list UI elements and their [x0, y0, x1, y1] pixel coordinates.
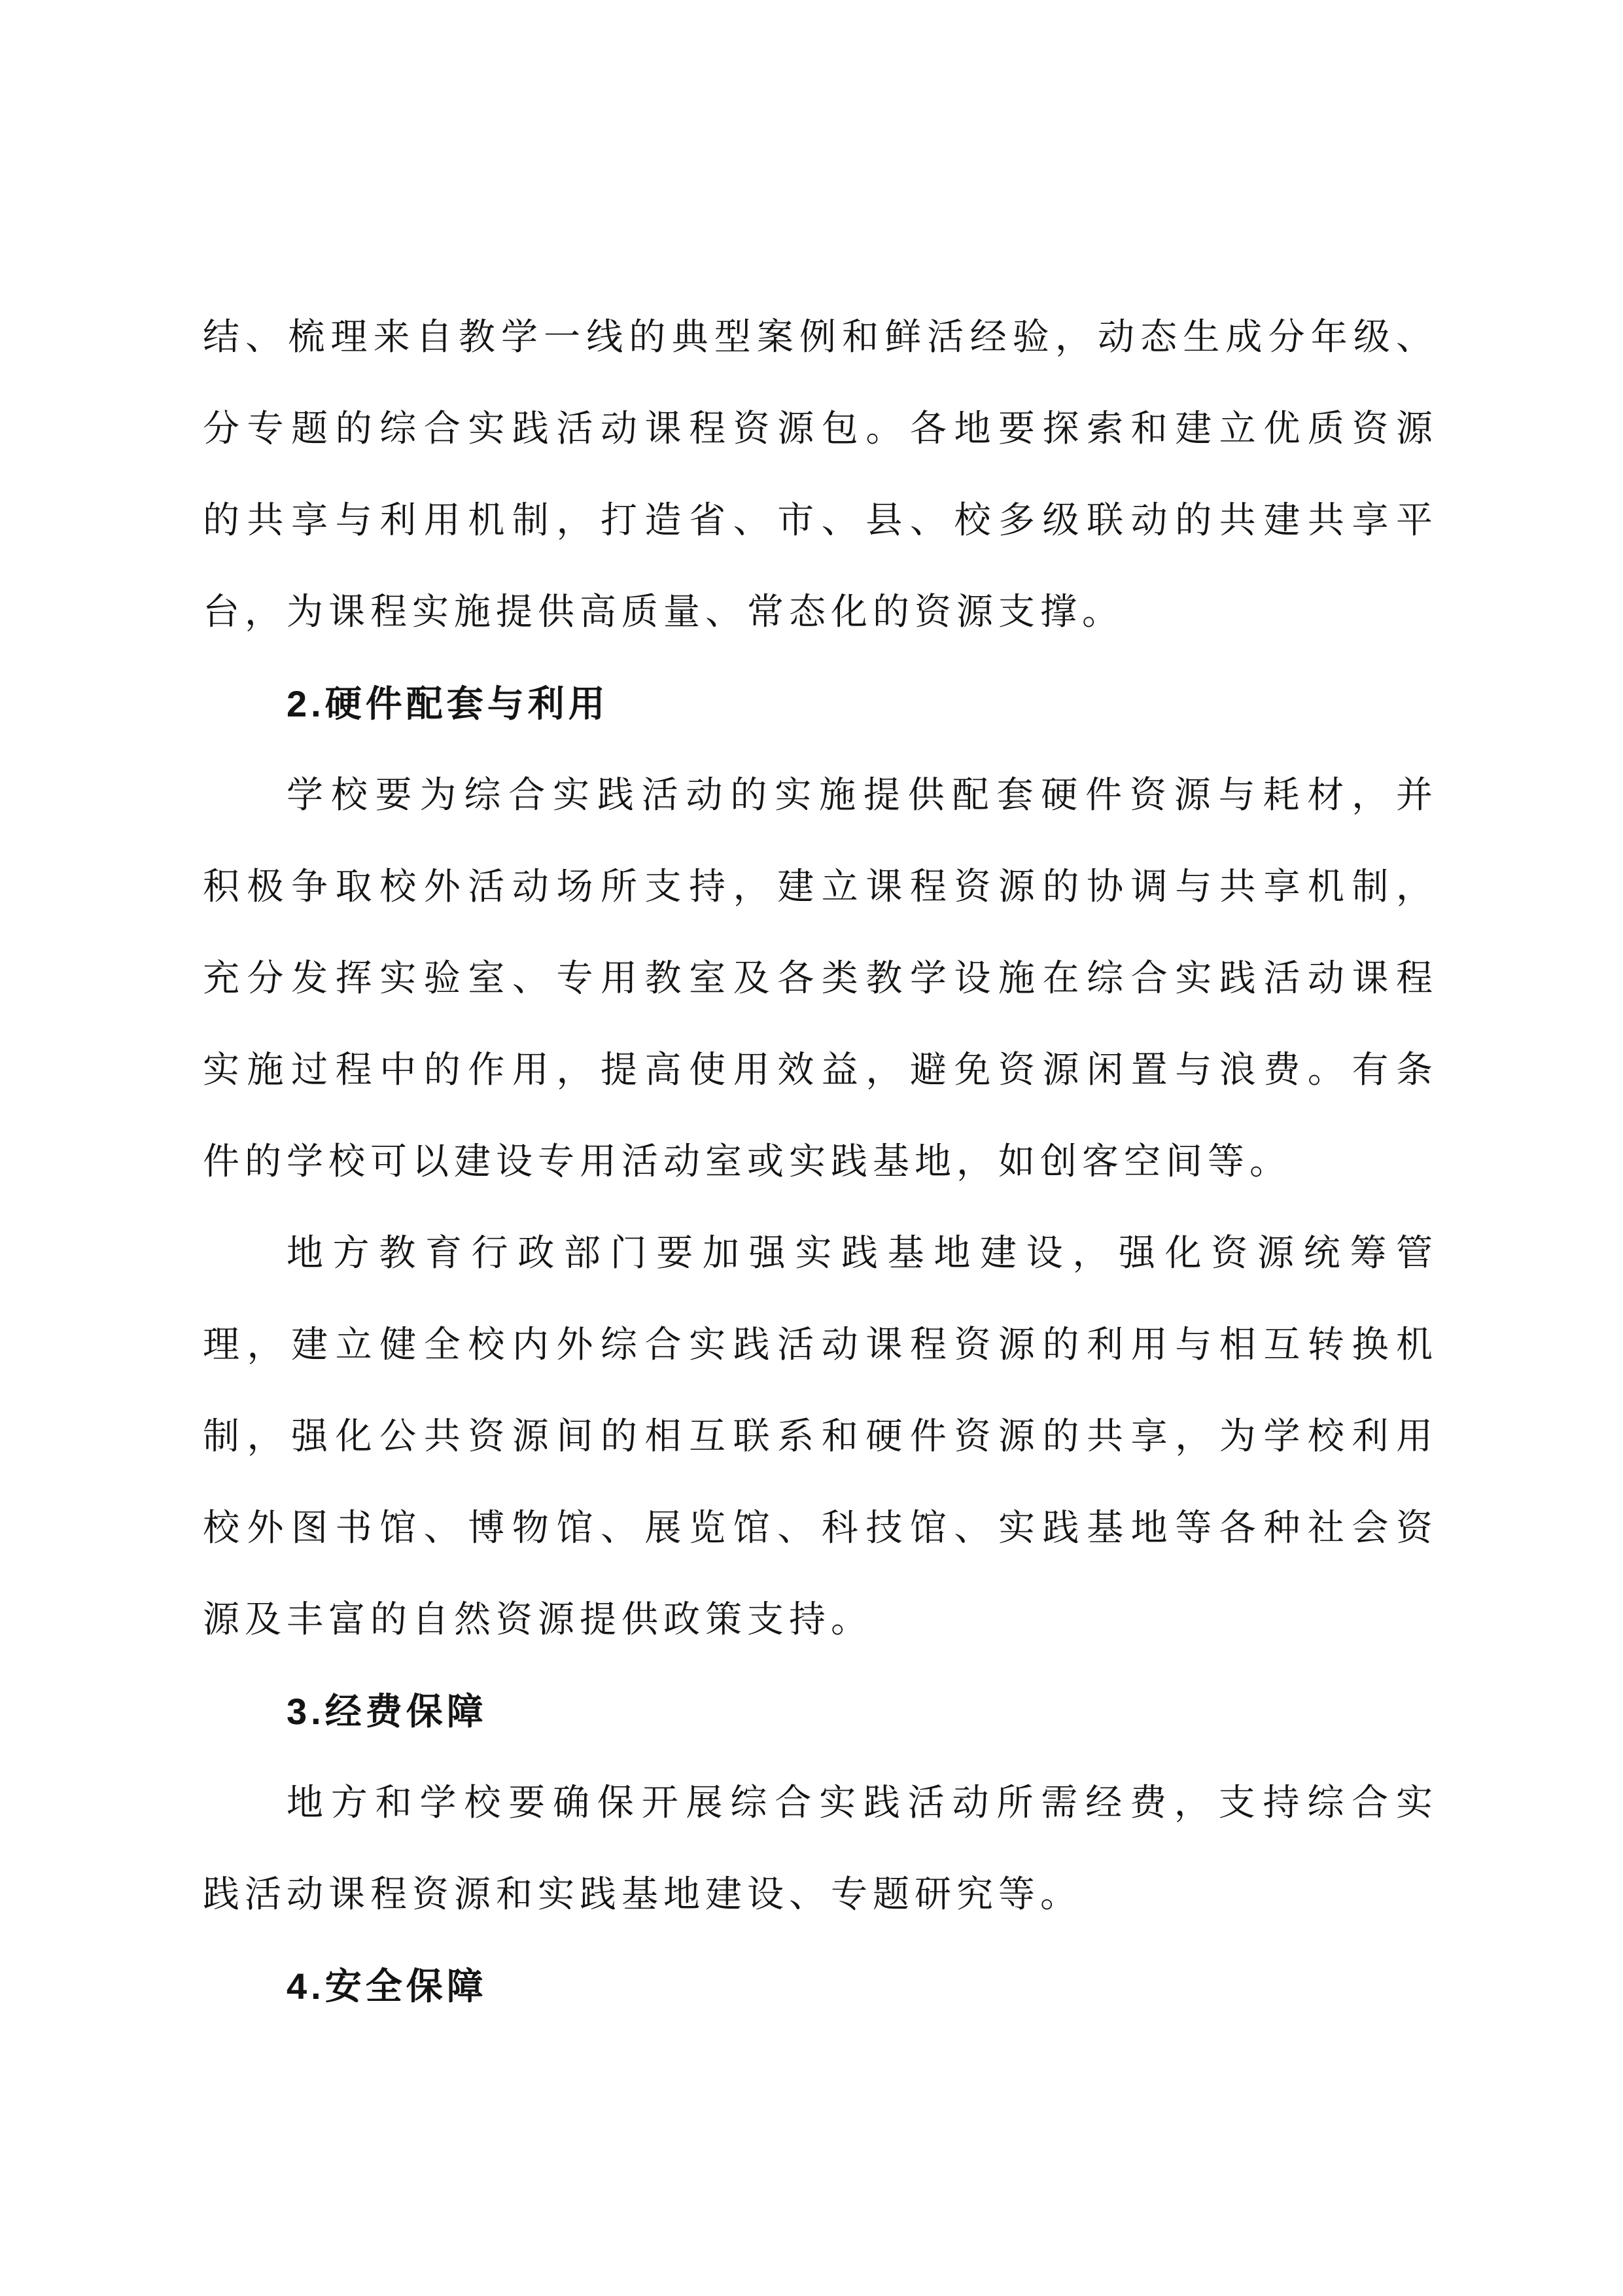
body-text-line: 校外图书馆、博物馆、展览馆、科技馆、实践基地等各种社会资 [203, 1508, 1433, 1549]
document-body [203, 292, 1433, 2032]
body-text-line: 件的学校可以建设专用活动室或实践基地，如创客空间等。 [203, 1142, 1291, 1182]
body-text-line: 结、梳理来自教学一线的典型案例和鲜活经验，动态生成分年级、 [203, 317, 1433, 358]
body-text-line: 理，建立健全校内外综合实践活动课程资源的利用与相互转换机 [203, 1325, 1433, 1366]
body-text-line: 践活动课程资源和实践基地建设、专题研究等。 [203, 1875, 1082, 1915]
body-text-line: 源及丰富的自然资源提供政策支持。 [203, 1600, 873, 1640]
body-text-line: 积极争取校外活动场所支持，建立课程资源的协调与共享机制， [203, 867, 1433, 908]
body-text-line: 充分发挥实验室、专用教室及各类教学设施在综合实践活动课程 [203, 959, 1433, 999]
body-text-line: 台，为课程实施提供高质量、常态化的资源支撑。 [203, 592, 1124, 633]
section-heading: 2.硬件配套与利用 [287, 683, 609, 724]
body-text-line: 学校要为综合实践活动的实施提供配套硬件资源与耗材，并 [287, 775, 1433, 816]
section-heading: 4.安全保障 [287, 1966, 487, 2007]
body-text-line: 地方教育行政部门要加强实践基地建设，强化资源统筹管 [287, 1233, 1433, 1274]
section-heading: 3.经费保障 [287, 1691, 487, 1732]
body-text-line: 实施过程中的作用，提高使用效益，避免资源闲置与浪费。有条 [203, 1050, 1433, 1091]
body-text-line: 的共享与利用机制，打造省、市、县、校多级联动的共建共享平 [203, 501, 1433, 541]
body-text-line: 地方和学校要确保开展综合实践活动所需经费，支持综合实 [287, 1783, 1433, 1824]
body-text-line: 分专题的综合实践活动课程资源包。各地要探索和建立优质资源 [203, 409, 1433, 450]
body-text-line: 制，强化公共资源间的相互联系和硬件资源的共享，为学校利用 [203, 1417, 1433, 1457]
